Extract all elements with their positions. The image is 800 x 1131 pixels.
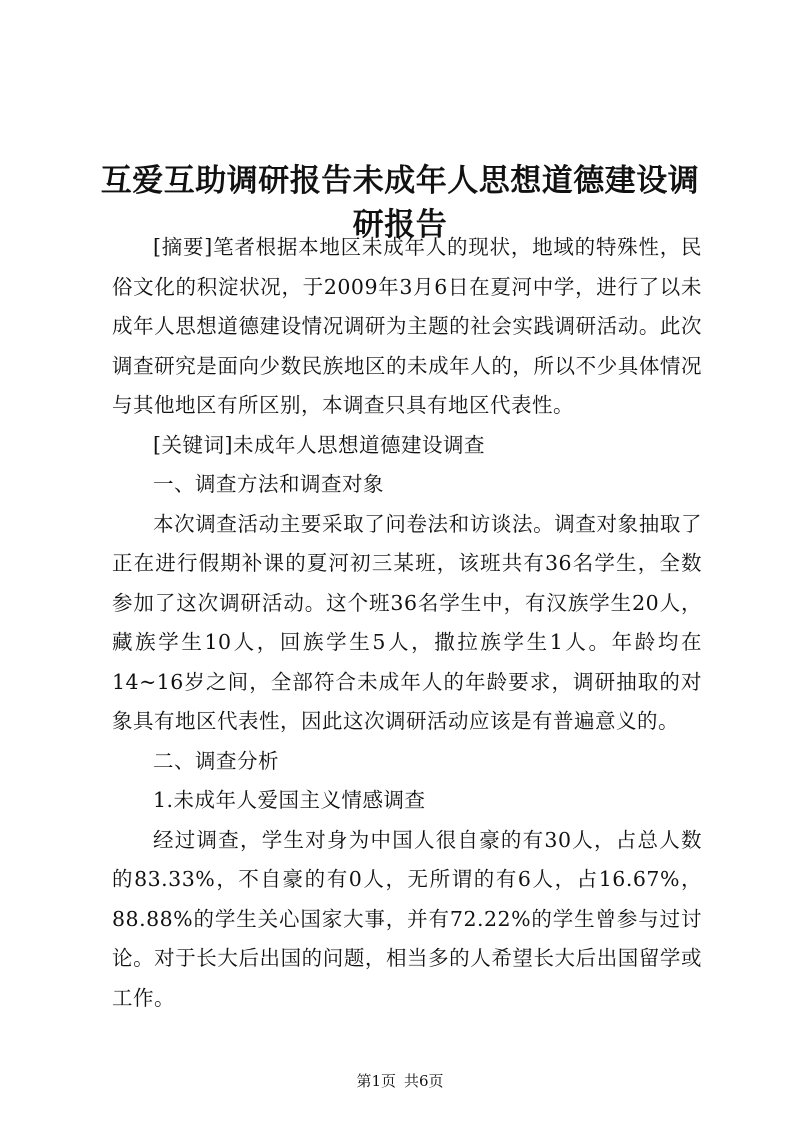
document-title: 互爱互助调研报告未成年人思想道德建设调研报告 — [100, 162, 700, 243]
keywords-paragraph: [关键词]未成年人思想道德建设调查 — [153, 432, 485, 457]
page-number: 第1页 — [356, 1072, 396, 1090]
methods-paragraph: 本次调查活动主要采取了问卷法和访谈法。调查对象抽取了正在进行假期补课的夏河初三某班，该班共有36名学生，全数参加了这次调研活动。这个班36名学生中，有汉族学生20人，藏族学生10人，回族学生5人，撒拉族学生1人。年龄均在14~16岁之间，全部符合未成年人的年龄要求，调研抽取的对象具有地区代表性，因此这次调研活动应该是有普遍意义的。 — [112, 511, 702, 733]
section-heading-methods: 一、调查方法和调查对象 — [153, 472, 384, 496]
page-total: 共6页 — [404, 1072, 444, 1090]
abstract-paragraph: [摘要]笔者根据本地区未成年人的现状，地域的特殊性，民俗文化的积淀状况，于2009年3月6日在夏河中学，进行了以未成年人思想道德建设情况调研为主题的社会实践调研活动。此次调查研究是面向少数民族地区的未成年人的，所以不少具体情况与其他地区有所区别，本调查只具有地区代表性。 — [112, 235, 702, 417]
document-body — [112, 228, 702, 1018]
subsection-heading-patriotism: 1.未成年人爱国主义情感调查 — [153, 788, 426, 812]
page-footer — [0, 1071, 800, 1091]
section-heading-analysis: 二、调查分析 — [153, 748, 279, 773]
patriotism-paragraph: 经过调查，学生对身为中国人很自豪的有30人，占总人数的83.33%，不自豪的有0人，无所谓的有6人，占16.67%，88.88%的学生关心国家大事，并有72.22%的学生曾参与过讨论。对于长大后出国的问题，相当多的人希望长大后出国留学或工作。 — [112, 827, 702, 1010]
